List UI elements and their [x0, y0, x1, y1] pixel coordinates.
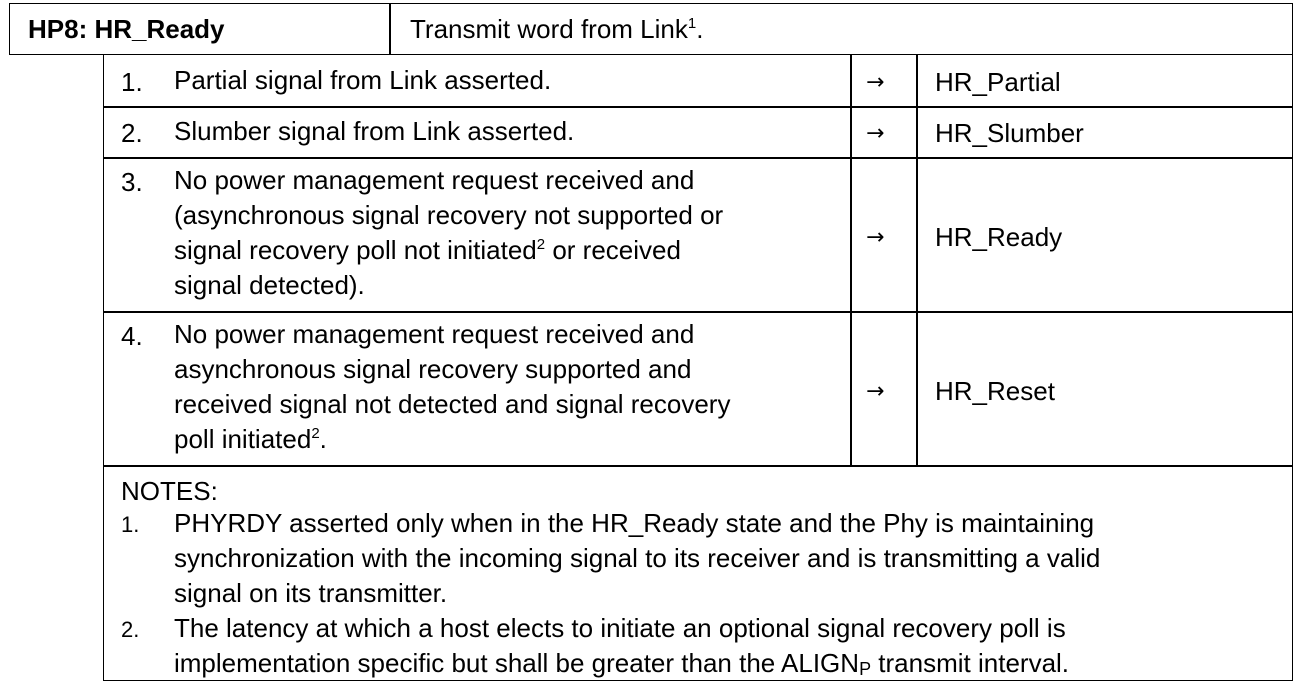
note-line-text: implementation specific but shall be greater than the ALIGN [174, 648, 860, 678]
transition-target: HR_Partial [935, 67, 1061, 97]
note-line: The latency at which a host elects to initiate an optional signal recovery poll is [174, 613, 1066, 643]
column-divider [916, 55, 918, 466]
condition-line [174, 233, 723, 268]
condition-text: or received [545, 235, 681, 265]
row-divider [103, 465, 1293, 467]
note-number: 1. [121, 512, 140, 537]
condition-line: No power management request received and [174, 319, 695, 349]
note-line [174, 646, 1069, 681]
align-subscript: P [859, 659, 872, 679]
arrow-icon: → [866, 379, 885, 404]
state-action [410, 14, 703, 45]
transition-target: HR_Ready [935, 222, 1063, 252]
transition-condition [174, 114, 574, 149]
condition-text: . [319, 424, 327, 454]
note-text [174, 506, 1100, 611]
transition-condition [174, 317, 730, 457]
transition-target: HR_Slumber [935, 118, 1084, 148]
note-line: signal on its transmitter. [174, 578, 448, 608]
column-divider [850, 55, 852, 466]
footnote-ref: 2 [536, 236, 546, 253]
note-number: 2. [121, 617, 140, 642]
condition-line: Slumber signal from Link asserted. [174, 116, 575, 146]
row-divider [103, 106, 1293, 108]
state-name: HP8: HR_Ready [28, 14, 225, 44]
transition-number: 1. [121, 67, 143, 97]
state-action-end: . [696, 14, 704, 44]
arrow-icon: → [866, 121, 885, 146]
note-line: PHYRDY asserted only when in the HR_Ready state and the Phy is maintaining [174, 508, 1095, 538]
transition-number: 4. [121, 321, 143, 351]
transition-number: 3. [121, 167, 143, 197]
condition-line [174, 422, 730, 457]
condition-text: signal recovery poll not initiated [174, 235, 537, 265]
arrow-icon: → [866, 225, 885, 250]
condition-line: No power management request received and [174, 165, 695, 195]
notes-title: NOTES: [121, 476, 218, 506]
note-line: synchronization with the incoming signal to its receiver and is transmitting a valid [174, 543, 1101, 573]
note-text [174, 611, 1069, 681]
state-action-footnote: 1 [687, 15, 697, 32]
footnote-ref: 2 [311, 425, 320, 442]
state-action-text: Transmit word from Link [410, 14, 688, 44]
condition-line: asynchronous signal recovery supported and [174, 354, 692, 384]
condition-line: (asynchronous signal recovery not supported or [174, 200, 724, 230]
row-divider [103, 157, 1293, 159]
note-line-text: transmit interval. [871, 648, 1070, 678]
transition-condition [174, 163, 723, 303]
header-divider [389, 3, 391, 55]
row-divider [103, 311, 1293, 313]
condition-text: poll initiated [174, 424, 312, 454]
condition-line: signal detected). [174, 270, 365, 300]
transition-condition [174, 63, 551, 98]
transition-target: HR_Reset [935, 376, 1055, 406]
transition-number: 2. [121, 118, 143, 148]
condition-line: Partial signal from Link asserted. [174, 65, 552, 95]
condition-line: received signal not detected and signal recovery [174, 389, 731, 419]
arrow-icon: → [866, 70, 885, 95]
